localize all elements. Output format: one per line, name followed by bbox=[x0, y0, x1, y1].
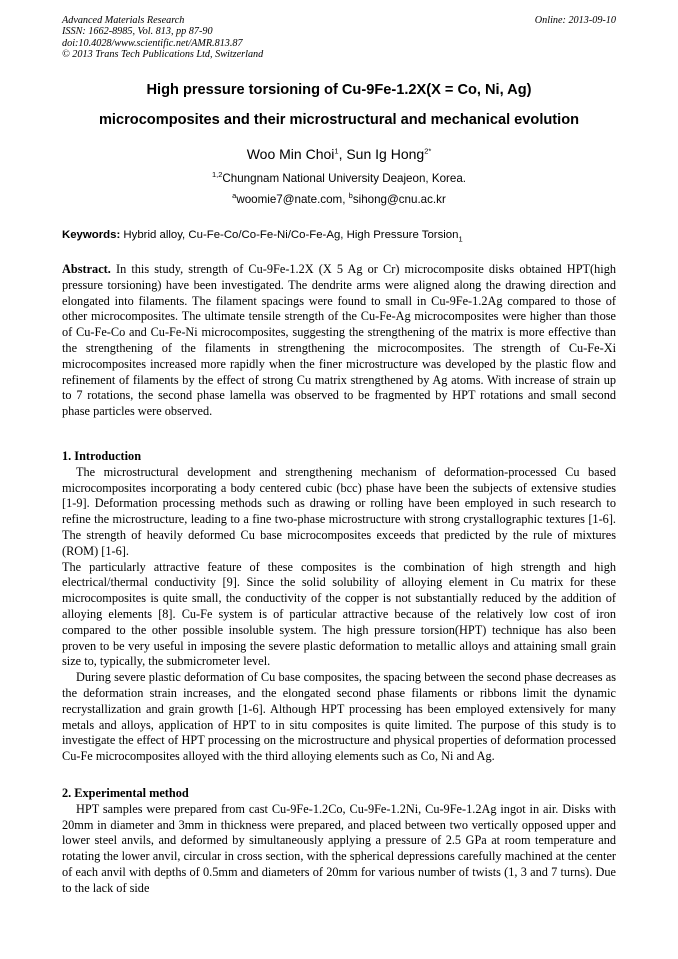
section-heading: 1. Introduction bbox=[62, 449, 142, 463]
email-link[interactable]: woomie7@nate.com, bbox=[236, 193, 349, 206]
journal-name: Advanced Materials Research bbox=[62, 15, 185, 26]
section-introduction bbox=[62, 449, 616, 765]
abstract-text: In this study, strength of Cu-9Fe-1.2X (X 5 Ag or Cr) microcomposite disks obtained HPT(high pressure torsioning) have been investigated. The dendrite arms were aligned along the drawing direction and elongated into filaments. The filament spacings were found to small in Cu-9Fe-1.2Ag compared to those of other microcomposites. The ultimate tensile strength of the Cu-Fe-Ag microcomposites were higher than those of Cu-Fe-Co and Cu-Fe-Ni microcomposites, suggesting the strengthening of the matrix is more effective than the strengthening of the filaments in strengthening the microcomposites. The strength of Cu-Fe-Xi microcomposites increased more rapidly when the finer microstructure was developed by the plastic flow and refinement of filaments by the effect of strong Cu matrix strengthened by Ag atoms. With increase of strain up to 7 rotations, the second phase lamella was observed to be fragmented by HPT rotations and small second phase particles were observed. bbox=[62, 262, 616, 419]
journal-header bbox=[62, 15, 616, 61]
author-emails bbox=[0, 193, 678, 206]
section-heading: 2. Experimental method bbox=[62, 786, 189, 800]
paragraph: HPT samples were prepared from cast Cu-9Fe-1.2Co, Cu-9Fe-1.2Ni, Cu-9Fe-1.2Ag ingot in air. Disks with 20mm in diameter and 3mm in thickness were prepared, and placed between two vertically opposed upper and lower steel anvils, and deformed by simultaneously applying a pressure of 2.5 GPa at room temperature and rotating the lower anvil, circular in cross section, with the spherical depressions carefully machined at the center of each anvil with depths of 0.5mm and diameters of 20mm for various number of twists (1, 3 and 7 turns). Due to the lack of side bbox=[62, 801, 616, 895]
paragraph: The microstructural development and strengthening mechanism of deformation-processed Cu based microcomposites incorporating a body centered cubic (bcc) phase have been the subjects of extensive studies [1-9]. Deformation processing methods such as drawing or rolling have been employed in such research to refine the microstructure, leading to a fine two-phase microstructure with strong crystallographic textures [1-6]. The strength of heavily deformed Cu base microcomposites exceeds that predicted by the rule of mixtures (ROM) [1-6]. bbox=[62, 464, 616, 558]
email-mark: b bbox=[348, 191, 353, 201]
author-separator: , bbox=[338, 146, 347, 162]
paragraph: The particularly attractive feature of these composites is the combination of high strength and high electrical/thermal conductivity [9]. Since the solid solubility of alloying element in Cu matrix for these microcomposites is quite small, the conductivity of the copper is not substantially reduced by the addition of alloying elements [8]. Cu-Fe system is of particular attractive because of the relatively low cost of iron compared to the other possible insoluble system. The high pressure torsion(HPT) technique has also been proven to be very useful in imposing the severe plastic deformation to metallic alloys and attaining small grain size to, typically, the submicrometer level. bbox=[62, 559, 616, 669]
journal-doi: doi:10.4028/www.scientific.net/AMR.813.87 bbox=[62, 37, 243, 49]
email-mark: a bbox=[232, 191, 237, 201]
author-name: Sun Ig Hong bbox=[346, 146, 425, 162]
keywords-text: Hybrid alloy, Cu-Fe-Co/Co-Fe-Ni/Co-Fe-Ag, High Pressure Torsion bbox=[120, 229, 459, 241]
section-experimental-method bbox=[62, 786, 616, 897]
abstract-label: Abstract. bbox=[62, 262, 111, 276]
author-list bbox=[0, 146, 678, 162]
keywords bbox=[62, 229, 622, 244]
abstract bbox=[62, 262, 616, 420]
journal-copyright: © 2013 Trans Tech Publications Ltd, Switzerland bbox=[62, 49, 264, 61]
author-name: Woo Min Choi bbox=[246, 146, 335, 162]
affiliation-mark: 1,2 bbox=[211, 170, 223, 180]
journal-issn: ISSN: 1662-8985, Vol. 813, pp 87-90 bbox=[62, 26, 213, 38]
keywords-subscript: 1 bbox=[458, 234, 463, 244]
paper-title-line2: microcomposites and their microstructural and mechanical evolution bbox=[98, 112, 580, 128]
keywords-label: Keywords: bbox=[62, 229, 121, 241]
paper-title-line1: High pressure torsioning of Cu-9Fe-1.2X(X = Co, Ni, Ag) bbox=[146, 82, 532, 98]
author-affiliation-mark: 1 bbox=[334, 146, 339, 156]
author-affiliation-mark: 2* bbox=[424, 146, 432, 156]
email-link[interactable]: sihong@cnu.ac.kr bbox=[352, 193, 446, 206]
affiliation-text: Chungnam National University Deajeon, Korea. bbox=[222, 172, 467, 185]
online-date: Online: 2013-09-10 bbox=[534, 15, 616, 26]
paragraph: During severe plastic deformation of Cu base composites, the spacing between the second phase decreases as the deformation strain increases, and the elongated second phase filaments or ribbons limit the dynamic recrystallization and grain growth [1-6]. Although HPT processing has been employed extensively for many metals and alloys, application of HPT to in situ composites is quite limited. The purpose of this study is to investigate the effect of HPT processing on the microstructure and physical properties of deformation processed Cu-Fe microcomposites alloyed with the third alloying elements such as Co, Ni and Ag. bbox=[62, 670, 616, 764]
affiliation bbox=[0, 172, 678, 185]
